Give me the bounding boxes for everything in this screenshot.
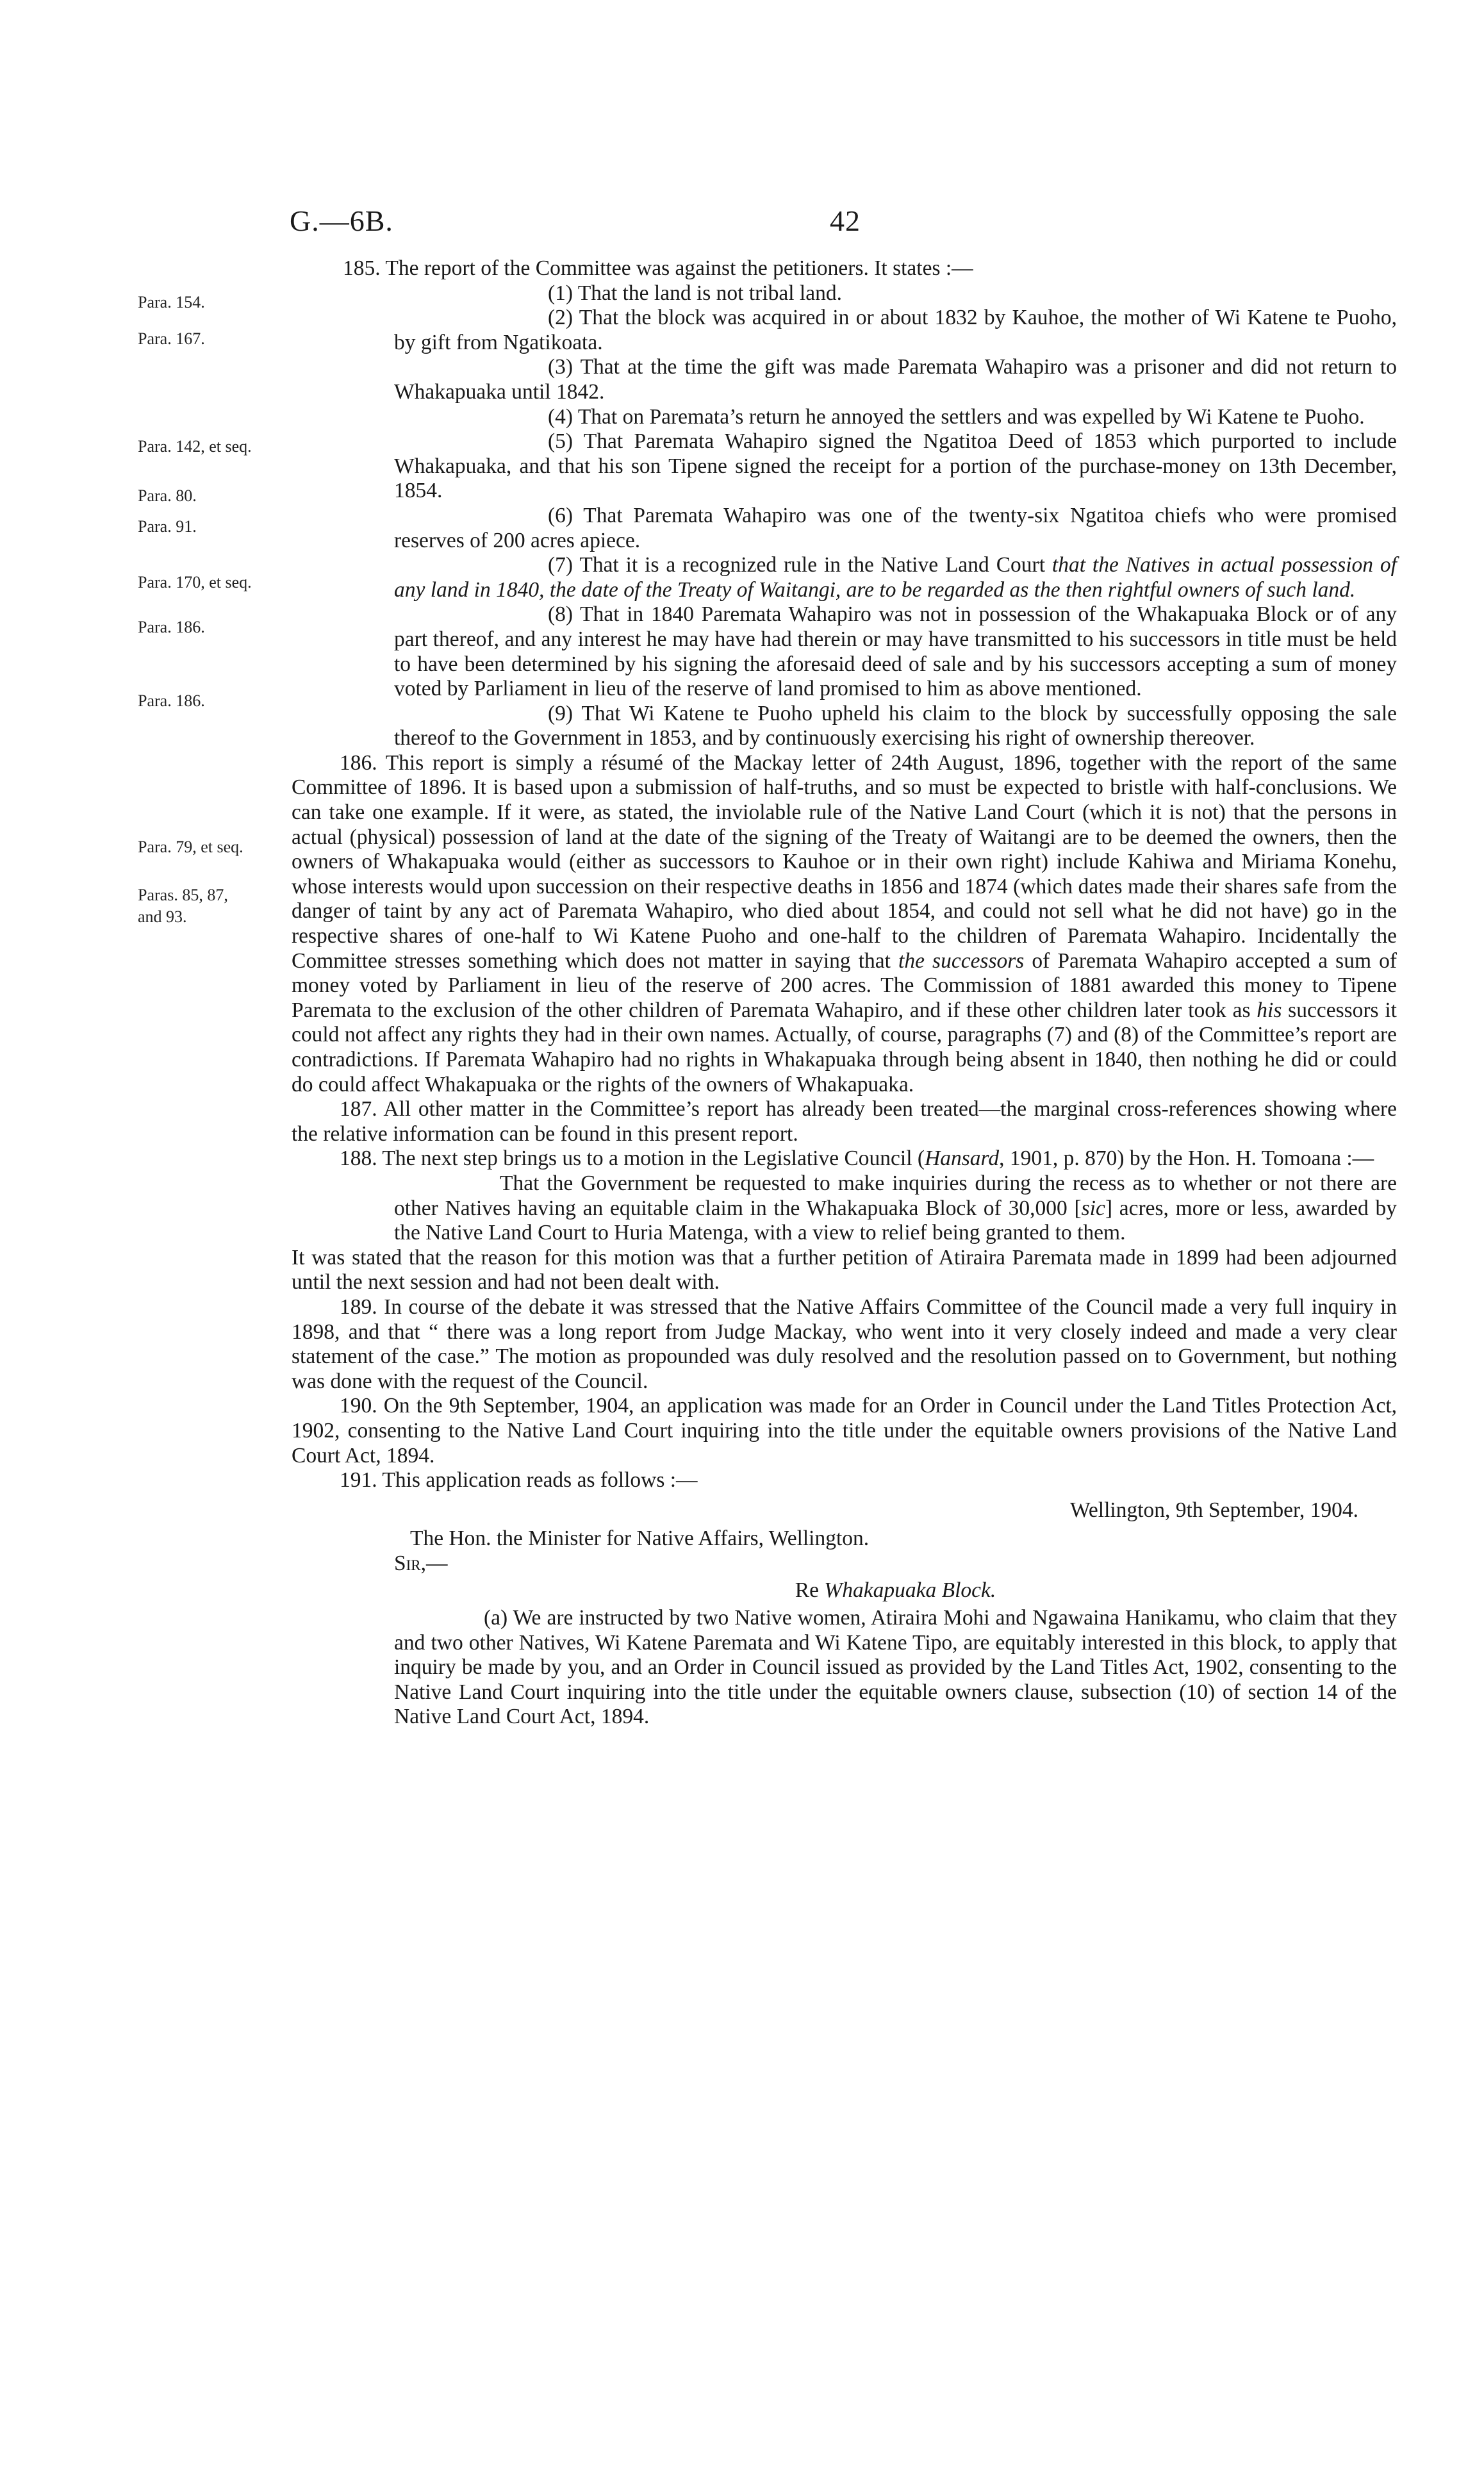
letter-paragraph-a: (a) We are instructed by two Native women, Atiraira Mohi and Ngawaina Hanikamu, who claim that they and two other Natives, Wi Katene Paremata and Wi Katene Tipo, are equitably interested in this block, to apply that inquiry be made by you, and an Order in Council issued as provided by the Land Titles Act, 1902, consenting to the Native Land Court inquiring into the title under the equitable owners clause, subsection (10) of section 14 of the Native Land Court Act, 1894. xyxy=(394,1606,1397,1729)
item-2: (2) That the block was acquired in or about 1832 by Kauhoe, the mother of Wi Katene te Puoho, by gift from Ngatikoata. xyxy=(394,306,1397,354)
margin-note: Para. 186. xyxy=(138,691,205,710)
motion-quote-part: That the Government be requested to make inquiries during the recess as to whether or not there are other Natives having an equitable claim in the Whakapuaka Block of 30,000 [ xyxy=(394,1171,1397,1220)
margin-note: Para. 170, et seq. xyxy=(138,573,252,591)
paragraph-186-part: 186. This report is simply a résumé of the Mackay letter of 24th August, 1896, together with the report of the same Committee of 1896. It is based upon a submission of half-truths, and so must be expected to bristle with half-conclusions. We can take one example. If it were, as stated, the inviolable rule of the Native Land Court (which it is not) that the persons in actual (physical) possession of land at the date of the signing of the Treaty of Waitangi are to be deemed the owners, then the owners of Whakapuaka would (either as successors to Kauhoe or in their own right) include Kahiwa and Miriama Konehu, whose interests would upon succession on their respective deaths in 1856 and 1874 (which dates made their shares safe from the danger of taint by any act of Paremata Wahapiro, who died about 1854, and could not sell what he did not have) go in the respective shares of one-half to Wi Katene Puoho and one-half to the children of Paremata Wahapiro. Incidentally the Committee stresses something which does not matter in saying that xyxy=(292,750,1397,973)
page-number: 42 xyxy=(830,204,861,237)
paragraph-191: 191. This application reads as follows :— xyxy=(340,1468,698,1493)
letter-addressee: The Hon. the Minister for Native Affairs, Wellington. xyxy=(410,1526,870,1551)
paragraph-186 xyxy=(292,751,1397,1097)
motion-quote-italic: sic xyxy=(1081,1196,1105,1220)
item-6: (6) That Paremata Wahapiro was one of the twenty-six Ngatitoa chiefs who were promised reserves of 200 acres apiece. xyxy=(394,503,1397,552)
motion-quote xyxy=(292,1171,1397,1246)
motion-quote-part: ] acres, more or less, awarded by the Native Land Court to Huria Matenga, with a view to relief being granted to them. xyxy=(394,1196,1397,1245)
paragraph-190: 190. On the 9th September, 1904, an application was made for an Order in Council under the Land Titles Protection Act, 1902, consenting to the Native Land Court inquiring into the title under the equitable owners provisions of the Native Land Court Act, 1894. xyxy=(292,1394,1397,1468)
letter-subject xyxy=(292,1578,1397,1603)
paragraph-188-continuation: It was stated that the reason for this motion was that a further petition of Atiraira Paremata made in 1899 had been adjourned until the next session and had not been dealt with. xyxy=(292,1245,1397,1294)
paragraph-186-part: of Paremata Wahapiro accepted a sum of money voted by Parliament in lieu of the reserve of 200 acres. The Commission of 1881 awarded this money to Tipene Paremata to the exclusion of the other children of Paremata Wahapiro, and if these other children later took as xyxy=(292,948,1397,1022)
margin-note: Para. 80. xyxy=(138,486,197,505)
body-text xyxy=(292,256,1397,1730)
paragraph-188-part: , 1901, p. 870) by the Hon. H. Tomoana :— xyxy=(999,1146,1374,1171)
margin-note: Para. 142, et seq. xyxy=(138,437,252,456)
item-5: (5) That Paremata Wahapiro signed the Ngatitoa Deed of 1853 which purported to include Whakapuaka, and that his son Tipene signed the receipt for a portion of the purchase-money on 13th December, 1854. xyxy=(394,429,1397,503)
margin-note: Para. 186. xyxy=(138,618,205,636)
letter-subject-italic: Whakapuaka Block. xyxy=(824,1578,996,1603)
item-7 xyxy=(292,553,1397,602)
paragraph-186-part: successors it could not affect any rights they had in their own names. Actually, of course, paragraphs (7) and (8) of the Committee’s report are contradictions. If Paremata Wahapiro had no rights in Whakapuaka through being absent in 1840, then nothing he did or could do could affect Whakapuaka or the rights of the owners of Whakapuaka. xyxy=(292,998,1397,1096)
item-7-italic: that the Natives in actual possession of any land in 1840, the date of the Treaty of Waitangi, are to be regarded as the then rightful owners of such land. xyxy=(394,553,1397,602)
paragraph-186-italic: his xyxy=(1257,998,1282,1022)
item-8: (8) That in 1840 Paremata Wahapiro was not in possession of the Whakapuaka Block or of any part thereof, and any interest he may have had therein or may have transmitted to his successors in title must be held to have been determined by his signing the aforesaid deed of sale and by his successors accepting a sum of money voted by Parliament in lieu of the reserve of land promised to him as above mentioned. xyxy=(394,602,1397,701)
paragraph-188 xyxy=(292,1146,1397,1171)
letter-salutation: Sir,— xyxy=(394,1551,448,1575)
margin-note: Para. 79, et seq. xyxy=(138,838,243,856)
margin-note: Para. 91. xyxy=(138,517,197,536)
paragraph-188-part: 188. The next step brings us to a motion in the Legislative Council ( xyxy=(340,1146,925,1171)
item-1: (1) That the land is not tribal land. xyxy=(548,281,842,305)
paragraph-188-italic: Hansard xyxy=(925,1146,1000,1171)
item-4: (4) That on Paremata’s return he annoyed the settlers and was expelled by Wi Katene te Puoho. xyxy=(548,404,1365,429)
letter-subject-prefix: Re xyxy=(795,1578,825,1603)
document-reference: G.—6B. xyxy=(290,204,393,237)
paragraph-187: 187. All other matter in the Committee’s report has already been treated—the marginal cross-references showing where the relative information can be found in this present report. xyxy=(292,1097,1397,1146)
paragraph-186-italic: the successors xyxy=(898,948,1025,973)
item-3: (3) That at the time the gift was made Paremata Wahapiro was a prisoner and did not return to Whakapuaka until 1842. xyxy=(394,355,1397,404)
item-9: (9) That Wi Katene te Puoho upheld his claim to the block by successfully opposing the sale thereof to the Government in 1853, and by continuously exercising his right of ownership thereover. xyxy=(394,701,1397,750)
margin-note: and 93. xyxy=(138,907,187,926)
item-7-text: (7) That it is a recognized rule in the Native Land Court xyxy=(548,553,1052,577)
margin-note: Para. 167. xyxy=(138,329,205,348)
margin-note: Paras. 85, 87, xyxy=(138,886,228,904)
paragraph-185: 185. The report of the Committee was against the petitioners. It states :— xyxy=(343,256,973,280)
letter-date: Wellington, 9th September, 1904. xyxy=(1069,1498,1358,1522)
paragraph-189: 189. In course of the debate it was stressed that the Native Affairs Committee of the Council made a very full inquiry in 1898, and that “ there was a long report from Judge Mackay, who went into it very closely indeed and made a very clear statement of the case.” The motion as propounded was duly resolved and the resolution passed on to Government, but nothing was done with the request of the Council. xyxy=(292,1294,1397,1393)
margin-note: Para. 154. xyxy=(138,293,205,311)
